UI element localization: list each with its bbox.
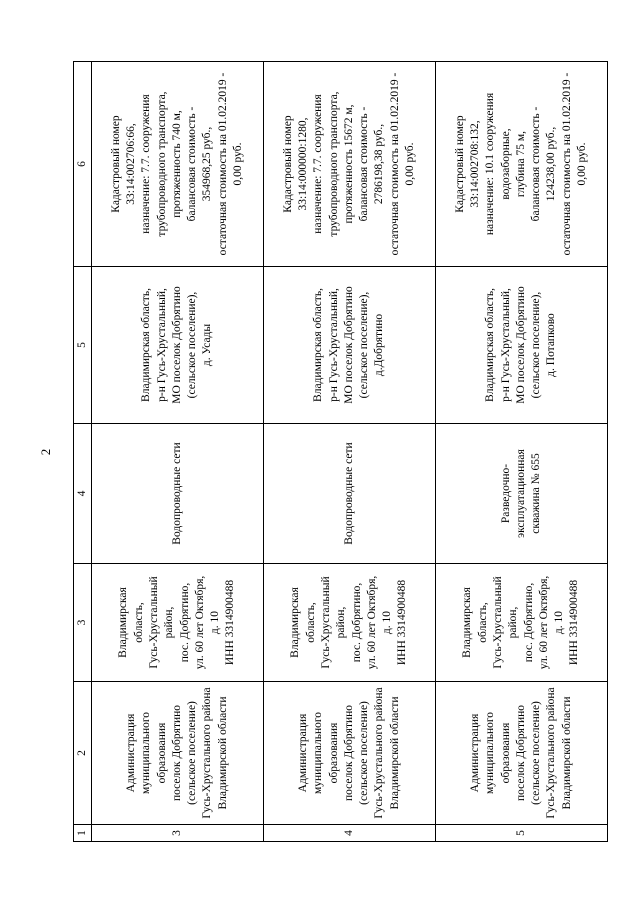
- owner-cell: [92, 682, 264, 825]
- cell-line: поселок Добрятино: [170, 704, 183, 802]
- cell-line: Владимирской области: [388, 696, 401, 810]
- row-number: 3: [92, 825, 264, 842]
- cell-line: остаточная стоимость на 01.02.2019 -: [216, 72, 229, 256]
- cell-line: Водопроводные сети: [170, 442, 183, 545]
- address-cell: [436, 564, 608, 682]
- header-row: [74, 62, 92, 842]
- cell-line: область,: [132, 602, 145, 643]
- address-cell: [92, 564, 264, 682]
- cell-line: балансовая стоимость -: [530, 106, 543, 222]
- cell-line: (сельское поселение): [186, 701, 199, 805]
- cell-line: д. Усады: [201, 323, 214, 367]
- column-header-3: 3: [74, 564, 92, 682]
- cell-line: Гусь-Хрустальный: [491, 576, 504, 669]
- cell-line: ИНН 3314900488: [224, 579, 237, 666]
- column-header-5: 5: [74, 267, 92, 424]
- cell-line: 124238,00 руб.,: [545, 126, 558, 202]
- cell-line: Администрация: [469, 713, 482, 793]
- cell-line: д. 10: [209, 610, 222, 635]
- location-cell: [92, 267, 264, 424]
- cell-line: МО поселок Добрятино: [342, 286, 355, 404]
- cell-line: Владимирская область,: [140, 288, 153, 402]
- cell-line: 33:14:002706:66,: [125, 123, 138, 205]
- cell-line: поселок Добрятино: [514, 704, 527, 802]
- cell-line: Владимирская: [289, 587, 302, 658]
- cell-line: р-н Гусь-Хрустальный,: [155, 288, 168, 402]
- cell-line: Владимирская: [117, 587, 130, 658]
- cell-line: остаточная стоимость на 01.02.2019 -: [388, 72, 401, 256]
- table-row: [92, 62, 264, 842]
- cell-line: Администрация: [125, 713, 138, 793]
- column-header-2: 2: [74, 682, 92, 825]
- cell-line: 2786198,38 руб.,: [373, 123, 386, 205]
- cell-line: образования: [499, 722, 512, 784]
- owner-cell: [264, 682, 436, 825]
- cell-line: Владимирской области: [560, 696, 573, 810]
- cell-line: (сельское поселение): [358, 701, 371, 805]
- cell-line: пос. Добрятино,: [178, 582, 191, 663]
- cell-line: район,: [507, 606, 520, 639]
- cell-line: муниципального: [484, 711, 497, 795]
- row-number: 4: [264, 825, 436, 842]
- cell-line: ул. 60 лет Октября,: [537, 575, 550, 670]
- cell-line: водозаборные,: [499, 128, 512, 200]
- cell-line: (сельское поселение),: [186, 291, 199, 399]
- cell-line: ИНН 3314900488: [568, 579, 581, 666]
- cell-line: д.Добрятино: [373, 313, 386, 377]
- page-number: 2: [38, 448, 53, 456]
- cell-line: 33:14:002708:132,: [469, 120, 482, 208]
- cell-line: ИНН 3314900488: [396, 579, 409, 666]
- location-cell: [264, 267, 436, 424]
- cell-line: МО поселок Добрятино: [170, 286, 183, 404]
- cell-line: глубина 75 м,: [514, 130, 527, 198]
- cell-line: Владимирская область,: [484, 288, 497, 402]
- cell-line: балансовая стоимость -: [358, 106, 371, 222]
- rotated-table-container: [73, 62, 608, 842]
- cell-line: 0,00 руб.: [403, 142, 416, 186]
- object-cell: [92, 424, 264, 564]
- column-header-1: 1: [74, 825, 92, 842]
- details-cell: [436, 62, 608, 267]
- cell-line: балансовая стоимость -: [186, 106, 199, 222]
- cell-line: назначение: 7.7. сооружения: [312, 94, 325, 234]
- row-number: 5: [436, 825, 608, 842]
- cell-line: Владимирской области: [216, 696, 229, 810]
- address-cell: [264, 564, 436, 682]
- owner-cell: [436, 682, 608, 825]
- cell-line: Разведочно-: [499, 463, 512, 524]
- cell-line: ул. 60 лет Октября,: [365, 575, 378, 670]
- cell-line: ул. 60 лет Октября,: [193, 575, 206, 670]
- cell-line: образования: [155, 722, 168, 784]
- table-row: [264, 62, 436, 842]
- cell-line: Кадастровый номер: [109, 115, 122, 213]
- cell-line: Водопроводные сети: [342, 442, 355, 545]
- details-cell: [92, 62, 264, 267]
- object-cell: [436, 424, 608, 564]
- cell-line: назначение: 7.7. сооружения: [140, 94, 153, 234]
- cell-line: скважина № 655: [530, 453, 543, 534]
- cell-line: Гусь-Хрустальный: [147, 576, 160, 669]
- cell-line: р-н Гусь-Хрустальный,: [327, 288, 340, 402]
- cell-line: трубопроводного транспорта,: [155, 91, 168, 237]
- column-header-6: 6: [74, 62, 92, 267]
- cell-line: район,: [163, 606, 176, 639]
- cell-line: Гусь-Хрустального района: [545, 687, 558, 819]
- property-table: [73, 61, 608, 842]
- column-header-4: 4: [74, 424, 92, 564]
- table-row: [436, 62, 608, 842]
- cell-line: область,: [476, 602, 489, 643]
- cell-line: д. 10: [381, 610, 394, 635]
- cell-line: пос. Добрятино,: [350, 582, 363, 663]
- object-cell: [264, 424, 436, 564]
- location-cell: [436, 267, 608, 424]
- cell-line: д. Потапково: [545, 313, 558, 377]
- cell-line: протяженность 15672 м,: [342, 104, 355, 224]
- cell-line: остаточная стоимость на 01.02.2019 -: [560, 72, 573, 256]
- cell-line: протяженность 740 м,: [170, 110, 183, 218]
- cell-line: Кадастровый номер: [281, 115, 294, 213]
- cell-line: трубопроводного транспорта,: [327, 91, 340, 237]
- cell-line: поселок Добрятино: [342, 704, 355, 802]
- cell-line: назначение: 10.1 сооружения: [484, 92, 497, 236]
- cell-line: Кадастровый номер: [453, 115, 466, 213]
- cell-line: (сельское поселение),: [358, 291, 371, 399]
- cell-line: пос. Добрятино,: [522, 582, 535, 663]
- cell-line: Владимирская: [461, 587, 474, 658]
- cell-line: образования: [327, 722, 340, 784]
- cell-line: Владимирская область,: [312, 288, 325, 402]
- cell-line: (сельское поселение),: [530, 291, 543, 399]
- cell-line: Гусь-Хрустального района: [373, 687, 386, 819]
- cell-line: д. 10: [553, 610, 566, 635]
- cell-line: эксплуатационная: [514, 449, 527, 538]
- details-cell: [264, 62, 436, 267]
- cell-line: р-н Гусь-Хрустальный,: [499, 288, 512, 402]
- cell-line: Гусь-Хрустальный: [319, 576, 332, 669]
- cell-line: 0,00 руб.: [575, 142, 588, 186]
- cell-line: МО поселок Добрятино: [514, 286, 527, 404]
- cell-line: муниципального: [312, 711, 325, 795]
- cell-line: область,: [304, 602, 317, 643]
- cell-line: район,: [335, 606, 348, 639]
- cell-line: Гусь-Хрустального района: [201, 687, 214, 819]
- cell-line: муниципального: [140, 711, 153, 795]
- cell-line: 33:14:000000:1280,: [297, 117, 310, 211]
- cell-line: (сельское поселение): [530, 701, 543, 805]
- cell-line: 354968,25 руб.,: [201, 126, 214, 202]
- cell-line: 0,00 руб.: [231, 142, 244, 186]
- cell-line: Администрация: [297, 713, 310, 793]
